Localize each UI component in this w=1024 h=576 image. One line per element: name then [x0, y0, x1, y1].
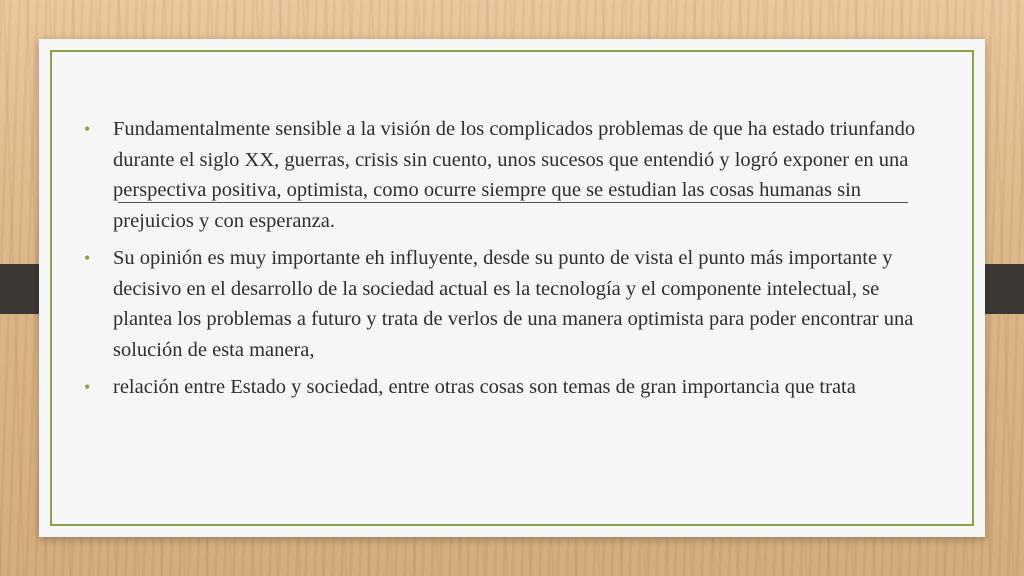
bullet-dot-icon: •: [84, 377, 91, 397]
bullet-item-3: [84, 372, 934, 403]
left-decor-tab: [0, 264, 41, 314]
bullet-item-1: [84, 114, 934, 236]
bullet-text-1: Fundamentalmente sensible a la visión de los complicados problemas de que ha estado triunfando durante el siglo XX, guerras, crisis sin cuento, unos sucesos que entendió y logró exponer en una perspectiva positiva, optimista, como ocurre siempre que se estudian las cosas humanas sin prejuicios y con esperanza.: [113, 118, 916, 232]
text-underline-stroke: [118, 202, 908, 203]
bullet-text-3: relación entre Estado y sociedad, entre otras cosas son temas de gran importancia que trata: [113, 376, 856, 398]
bullet-list: [84, 114, 934, 410]
bullet-item-2: [84, 243, 934, 365]
bullet-dot-icon: •: [84, 119, 91, 139]
bullet-dot-icon: •: [84, 248, 91, 268]
bullet-text-2: Su opinión es muy importante eh influyente, desde su punto de vista el punto más importante y decisivo en el desarrollo de la sociedad actual es la tecnología y el componente intelectual, se plantea los problemas a futuro y trata de verlos de una manera optimista para poder encontrar una solución de esta manera,: [113, 247, 914, 361]
